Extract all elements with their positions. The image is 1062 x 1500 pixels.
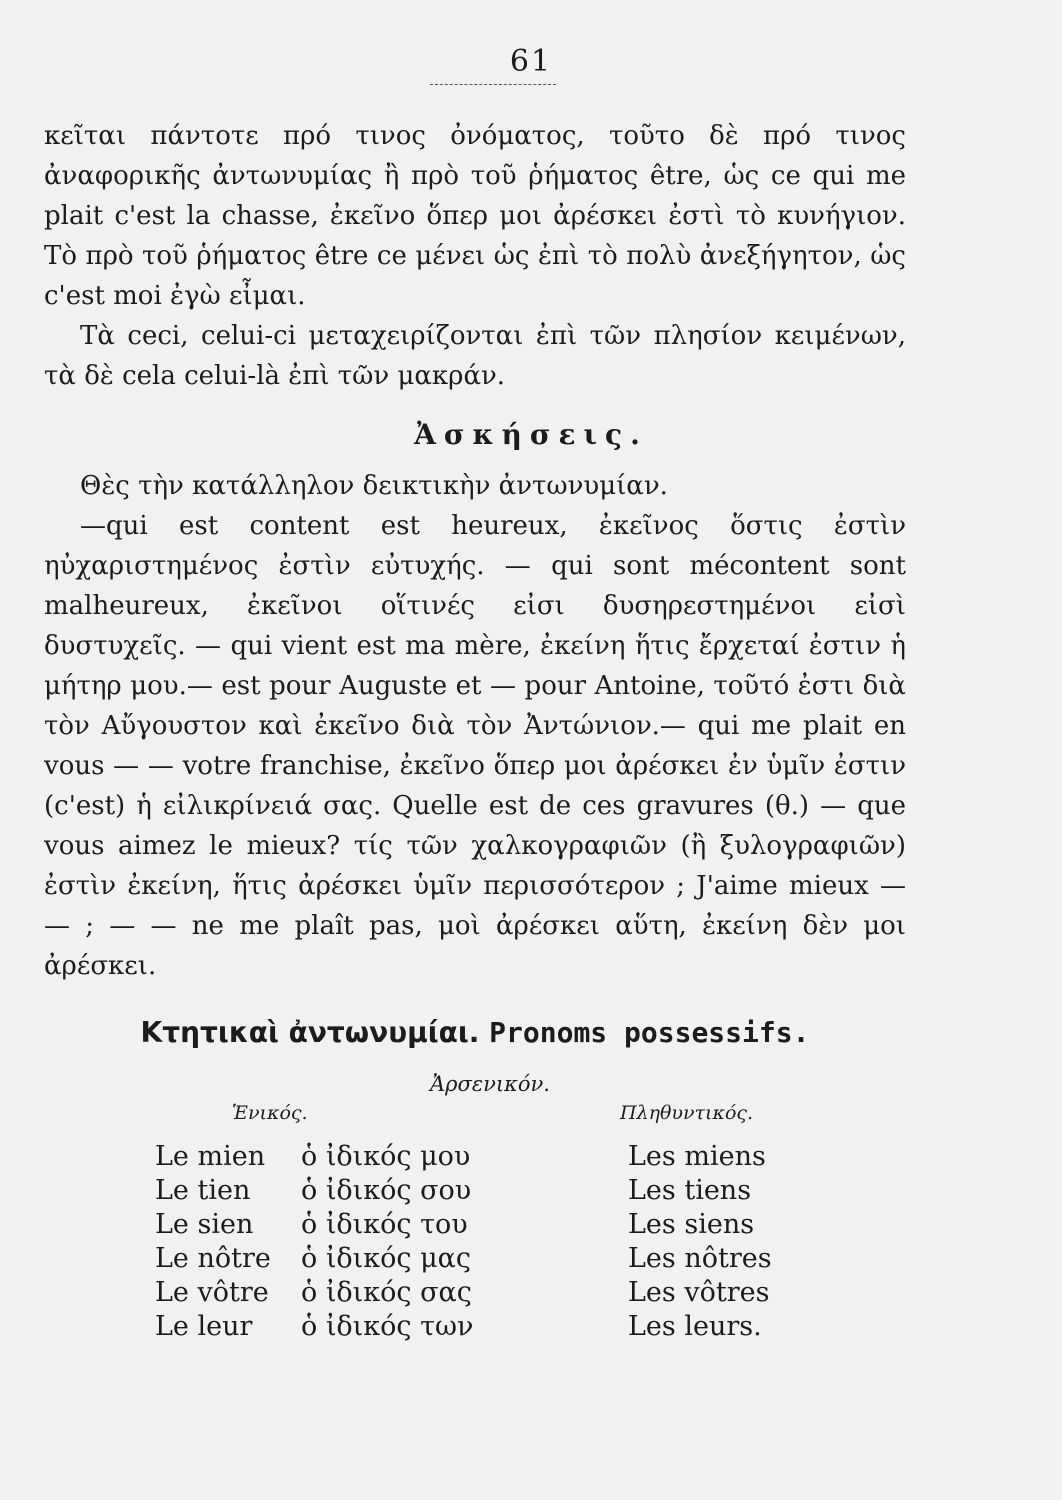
french-pronoun: Le sien [155, 1209, 254, 1240]
singular-pronoun-list [155, 1140, 473, 1344]
greek-pronoun: ὁ ἰδικός σας [301, 1277, 472, 1308]
exercise-intro: Θὲς τὴν κατάλληλον δεικτικὴν ἀντωνυμίαν. [80, 471, 668, 501]
plural-pronoun: Les siens [628, 1209, 755, 1240]
plural-pronoun: Les miens [628, 1141, 766, 1172]
plural-pronoun: Les tiens [628, 1175, 752, 1206]
exercise-text: —qui est content est heureux, ἐκεῖνος ὅστις ἐστὶν ηὐχαριστημένος ἐστὶν εὐτυχής. — qui sont mécontent sont malheureux, ἐκεῖνοι οἵτινές εἰσι δυσηρεστημένοι εἰσὶ δυστυχεῖς. — qui vient est ma mère, ἐκείνη ἥτις ἔρχεταί ἐστιν ἡ μήτηρ μου.— est pour Auguste et — pour Antoine, τοῦτό ἐστι διὰ τὸν Αὔγουστον καὶ ἐκεῖνο διὰ τὸν Ἀντώνιον.— qui me plait en vous — — votre franchise, ἐκεῖνο ὅπερ μοι ἀρέσκει ἐν ὑμῖν ἐστιν (c'est) ἡ εἰλικρίνειά σας. Quelle est de ces gravures (θ.) — que vous aimez le mieux? τίς τῶν χαλκογραφιῶν (ἢ ξυλογραφιῶν) ἐστὶν ἐκείνη, ἥτις ἀρέσκει ὑμῖν περισσότερον ; J'aime mieux — — ; — — ne me plaît pas, μοὶ ἀρέσκει αὕτη, ἐκείνη δὲν μοι ἀρέσκει. [44, 511, 906, 981]
pronoun-row [155, 1208, 473, 1242]
header-rule [430, 84, 556, 85]
greek-pronoun: ὁ ἰδικός των [301, 1311, 474, 1342]
pronoun-row [155, 1276, 473, 1310]
pronoun-row [155, 1242, 473, 1276]
french-pronoun: Le vôtre [155, 1277, 269, 1308]
french-pronoun: Le nôtre [155, 1243, 271, 1274]
singular-label: Ἑνικός. [232, 1102, 308, 1124]
plural-label: Πληθυντικός. [620, 1102, 754, 1124]
greek-pronoun: ὁ ἰδικός μας [301, 1243, 472, 1274]
plural-pronoun-list [628, 1140, 772, 1344]
section-heading-greek: Κτητικαὶ ἀντωνυμίαι. [140, 1016, 480, 1049]
pronoun-row [155, 1140, 473, 1174]
pronoun-row [155, 1310, 473, 1344]
body-text-top [44, 116, 906, 396]
greek-pronoun: ὁ ἰδικός σου [301, 1175, 472, 1206]
paragraph: Τὰ ceci, celui-ci μεταχειρίζονται ἐπὶ τῶν πλησίον κειμένων, τὰ δὲ cela celui-là ἐπὶ τῶν μακράν. [44, 321, 906, 391]
french-pronoun: Le leur [155, 1311, 253, 1342]
section-heading [44, 1016, 906, 1049]
greek-pronoun: ὁ ἰδικός του [301, 1209, 468, 1240]
plural-pronoun: Les vôtres [628, 1277, 770, 1308]
exercise-heading: Ἀσκήσεις. [414, 418, 648, 451]
greek-pronoun: ὁ ἰδικός μου [301, 1141, 471, 1172]
page-number: 61 [509, 44, 553, 79]
plural-pronoun: Les nôtres [628, 1243, 772, 1274]
french-pronoun: Le tien [155, 1175, 251, 1206]
pronoun-row [155, 1174, 473, 1208]
exercise-block [44, 466, 906, 986]
french-pronoun: Le mien [155, 1141, 266, 1172]
gender-label: Ἀρσενικόν. [430, 1072, 550, 1096]
section-heading-french: Pronoms possessifs. [489, 1016, 810, 1049]
paragraph: κεῖται πάντοτε πρό τινος ὀνόματος, τοῦτο δὲ πρό τινος ἀναφορικῆς ἀντωνυμίας ἢ πρὸ τοῦ ῥήματος être, ὡς ce qui me plait c'est la chasse, ἐκεῖνο ὅπερ μοι ἀρέσκει ἐστὶ τὸ κυνήγιον. Τὸ πρὸ τοῦ ῥήματος être ce μένει ὡς ἐπὶ τὸ πολὺ ἀνεξήγητον, ὡς c'est moi ἐγὼ εἶμαι. [44, 121, 906, 311]
plural-pronoun: Les leurs. [628, 1311, 762, 1342]
